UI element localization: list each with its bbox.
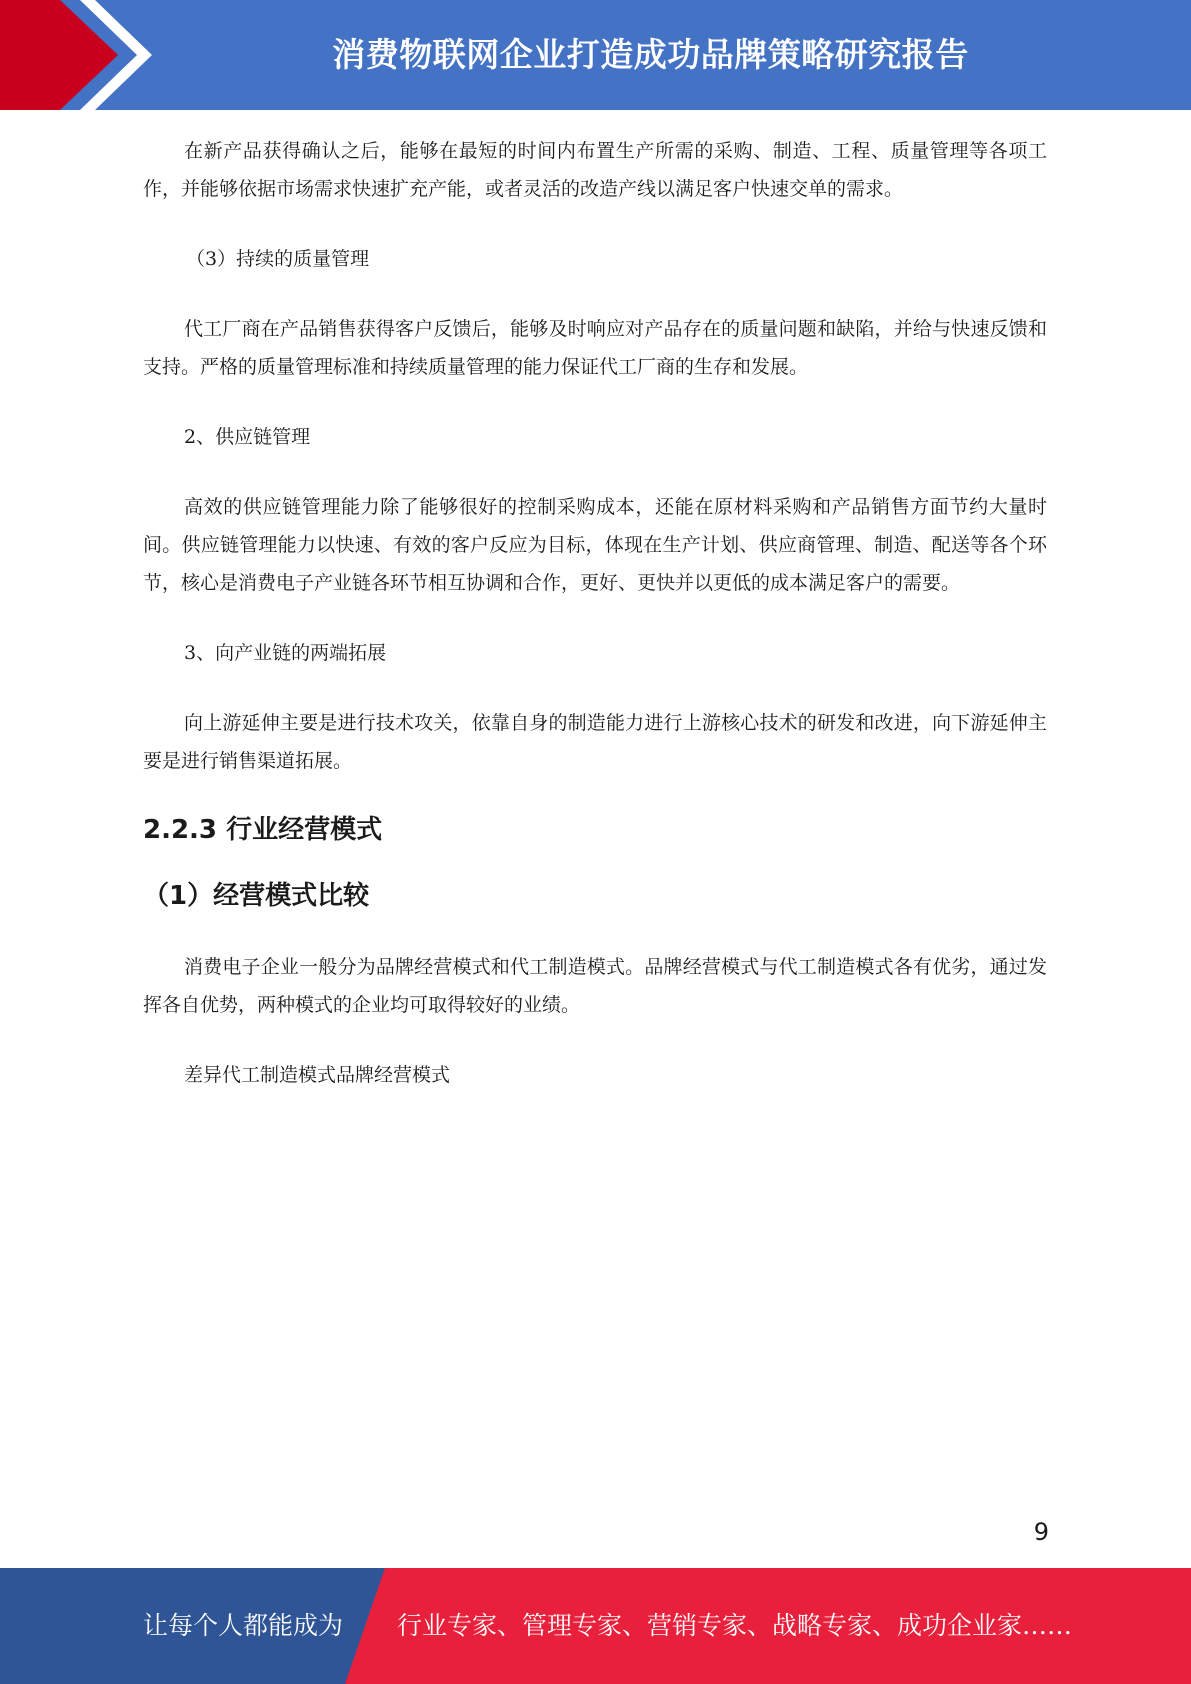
footer-slogan-left: 让每个人都能成为 xyxy=(143,1611,344,1640)
footer-slogan-right: 行业专家、管理专家、营销专家、战略专家、成功企业家…… xyxy=(397,1611,1073,1640)
paragraph: 在新产品获得确认之后，能够在最短的时间内布置生产所需的采购、制造、工程、质量管理等各项工作，并能够依据市场需求快速扩充产能，或者灵活的改造产线以满足客户快速交单的需求。 xyxy=(143,140,1047,200)
subheading-industry-chain-extension: 3、向产业链的两端拓展 xyxy=(184,642,387,664)
page-header xyxy=(0,0,1191,110)
table-header-line: 差异代工制造模式品牌经营模式 xyxy=(184,1064,451,1086)
paragraph: 消费电子企业一般分为品牌经营模式和代工制造模式。品牌经营模式与代工制造模式各有优劣，通过发挥各自优势，两种模式的企业均可取得较好的业绩。 xyxy=(143,956,1047,1016)
report-title: 消费物联网企业打造成功品牌策略研究报告 xyxy=(332,35,969,74)
page-footer xyxy=(0,1568,1191,1684)
document-body xyxy=(143,132,1047,1126)
page-number: 9 xyxy=(1033,1518,1049,1546)
paragraph: 高效的供应链管理能力除了能够很好的控制采购成本，还能在原材料采购和产品销售方面节约大量时间。供应链管理能力以快速、有效的客户反应为目标，体现在生产计划、供应商管理、制造、配送等各个环节，核心是消费电子产业链各环节相互协调和合作，更好、更快并以更低的成本满足客户的需要。 xyxy=(143,496,1047,594)
subsection-heading: （1）经营模式比较 xyxy=(143,881,370,911)
subheading-supply-chain: 2、供应链管理 xyxy=(184,426,311,448)
paragraph: 向上游延伸主要是进行技术攻关，依靠自身的制造能力进行上游核心技术的研发和改进，向下游延伸主要是进行销售渠道拓展。 xyxy=(143,712,1047,772)
section-heading: 2.2.3 行业经营模式 xyxy=(143,815,383,845)
subheading-quality-management: （3）持续的质量管理 xyxy=(186,248,370,270)
header-arrow-graphic xyxy=(0,0,160,110)
paragraph: 代工厂商在产品销售获得客户反馈后，能够及时响应对产品存在的质量问题和缺陷，并给与快速反馈和支持。严格的质量管理标准和持续质量管理的能力保证代工厂商的生存和发展。 xyxy=(143,318,1047,378)
